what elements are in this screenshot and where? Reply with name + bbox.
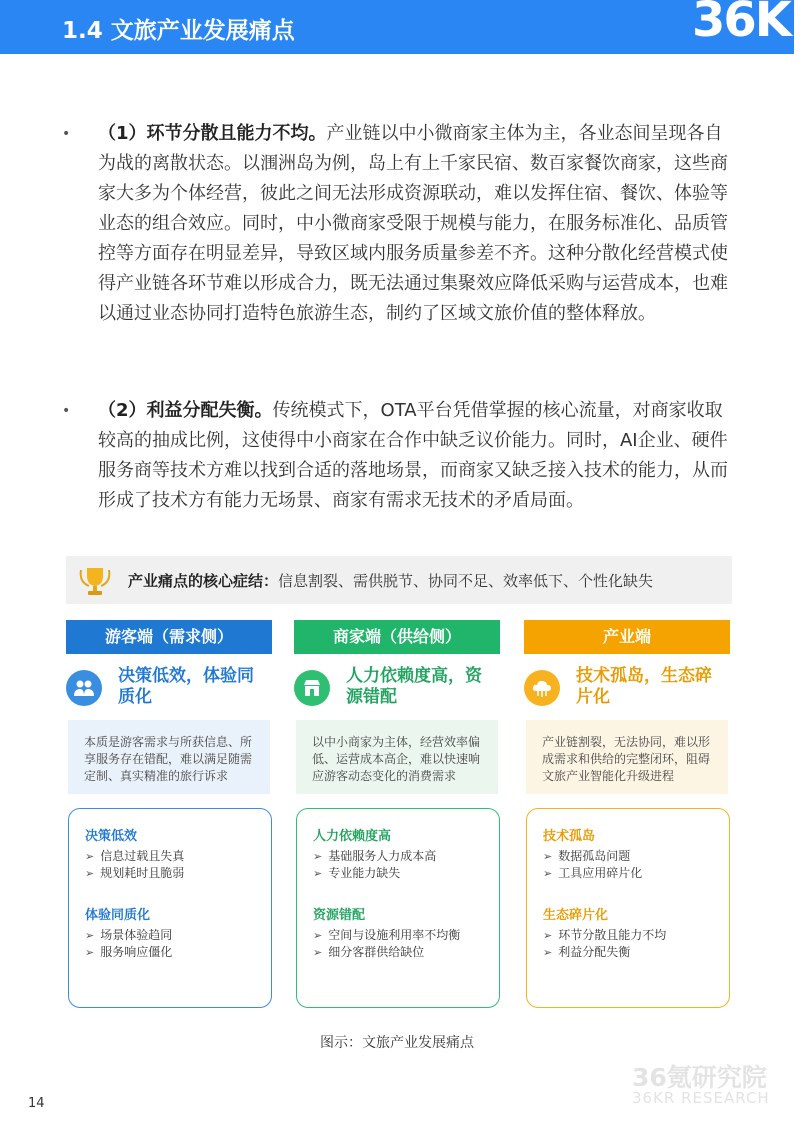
section-heading: 体验同质化: [85, 908, 151, 923]
section-heading: 资源错配: [313, 908, 366, 923]
watermark-subtitle: 36KR RESEARCH: [632, 1089, 770, 1107]
list-item: ➢ 数据孤岛问题: [543, 849, 631, 863]
column-title: 人力依赖度高，资源错配: [346, 666, 482, 707]
list-item: ➢ 利益分配失衡: [543, 945, 631, 959]
section-heading: 生态碎片化: [543, 908, 609, 923]
list-item: ➢ 细分客群供给缺位: [313, 945, 425, 959]
bullet-marker: •: [62, 126, 71, 142]
chevron-right-icon: ➢: [543, 929, 553, 942]
brand-logo: 36Kr: [692, 0, 812, 48]
chevron-right-icon: ➢: [313, 850, 323, 863]
column-header: 游客端（需求侧）: [66, 620, 272, 654]
chevron-right-icon: ➢: [313, 867, 323, 880]
chevron-right-icon: ➢: [313, 946, 323, 959]
bullet-paragraph-2: [62, 396, 730, 516]
users-icon: [66, 670, 102, 706]
column-detail-box: [68, 808, 272, 1008]
bullet-heading: （2）利益分配失衡。: [98, 400, 273, 421]
summary-label: 产业痛点的核心症结：: [128, 572, 279, 590]
figure-caption: 图示：文旅产业发展痛点: [320, 1035, 474, 1051]
column-tourist: [66, 620, 272, 959]
list-item: ➢ 空间与设施利用率不均衡: [313, 928, 461, 942]
chevron-right-icon: ➢: [313, 929, 323, 942]
bullet-heading: （1）环节分散且能力不均。: [98, 123, 327, 144]
column-description: 产业链割裂，无法协同，难以形成需求和供给的完整闭环，阻碍文旅产业智能化升级进程: [526, 720, 728, 794]
list-item: ➢ 规划耗时且脆弱: [85, 866, 185, 880]
column-detail-box: [526, 808, 730, 1008]
column-industry: [524, 620, 730, 959]
column-title: 决策低效，体验同质化: [118, 666, 254, 707]
shop-icon: [294, 670, 330, 706]
list-item: ➢ 工具应用碎片化: [543, 866, 643, 880]
list-item: ➢ 专业能力缺失: [313, 866, 401, 880]
chevron-right-icon: ➢: [85, 850, 95, 863]
column-title: 技术孤岛，生态碎片化: [576, 666, 712, 707]
section-heading: 决策低效: [85, 829, 138, 844]
section-heading: 技术孤岛: [543, 829, 596, 844]
column-description: 以中小商家为主体，经营效率偏低、运营成本高企，难以快速响应游客动态变化的消费需求: [296, 720, 498, 794]
list-item: ➢ 信息过载且失真: [85, 849, 185, 863]
chevron-right-icon: ➢: [85, 929, 95, 942]
bullet-body: 传统模式下，OTA平台凭借掌握的核心流量，对商家收取较高的抽成比例，这使得中小商家在合作中缺乏议价能力。同时，AI企业、硬件服务商等技术方难以找到合适的落地场景，而商家又缺乏接入技术的能力，从而形成了技术方有能力无场景、商家有需求无技术的矛盾局面。: [98, 400, 728, 511]
core-issue-summary: [66, 556, 732, 604]
column-description: 本质是游客需求与所获信息、所享服务存在错配，难以满足随需定制、真实精准的旅行诉求: [68, 720, 270, 794]
bullet-body: 产业链以中小微商家主体为主，各业态间呈现各自为战的离散状态。以涠洲岛为例，岛上有上千家民宿、数百家餐饮商家，这些商家大多为个体经营，彼此之间无法形成资源联动，难以发挥住宿、餐饮、体验等业态的组合效应。同时，中小微商家受限于规模与能力，在服务标准化、品质管控等方面存在明显差异，导致区域内服务质量参差不齐。这种分散化经营模式使得产业链各环节难以形成合力，既无法通过集聚效应降低采购与运营成本，也难以通过业态协同打造特色旅游生态，制约了区域文旅价值的整体释放。: [98, 123, 728, 324]
column-detail-box: [296, 808, 500, 1008]
bullet-paragraph-1: [62, 119, 730, 329]
column-merchant: [294, 620, 500, 959]
list-item: ➢ 环节分散且能力不均: [543, 928, 667, 942]
chevron-right-icon: ➢: [543, 946, 553, 959]
watermark-logo: 36氪研究院: [632, 1063, 767, 1092]
bullet-marker: •: [62, 403, 71, 419]
chevron-right-icon: ➢: [543, 850, 553, 863]
chevron-right-icon: ➢: [543, 867, 553, 880]
section-heading: 人力依赖度高: [313, 829, 392, 844]
section-title: 1.4 文旅产业发展痛点: [62, 18, 295, 44]
header-bar: [0, 0, 812, 54]
summary-text: 信息割裂、需供脱节、协同不足、效率低下、个性化缺失: [278, 572, 654, 590]
column-header: 产业端: [524, 620, 730, 654]
chevron-right-icon: ➢: [85, 867, 95, 880]
list-item: ➢ 服务响应僵化: [85, 945, 173, 959]
list-item: ➢ 场景体验趋同: [85, 928, 173, 942]
cloud-icon: [524, 670, 560, 706]
column-header: 商家端（供给侧）: [294, 620, 500, 654]
page-number: 14: [28, 1096, 45, 1111]
list-item: ➢ 基础服务人力成本高: [313, 849, 437, 863]
trophy-icon: [78, 564, 112, 598]
chevron-right-icon: ➢: [85, 946, 95, 959]
